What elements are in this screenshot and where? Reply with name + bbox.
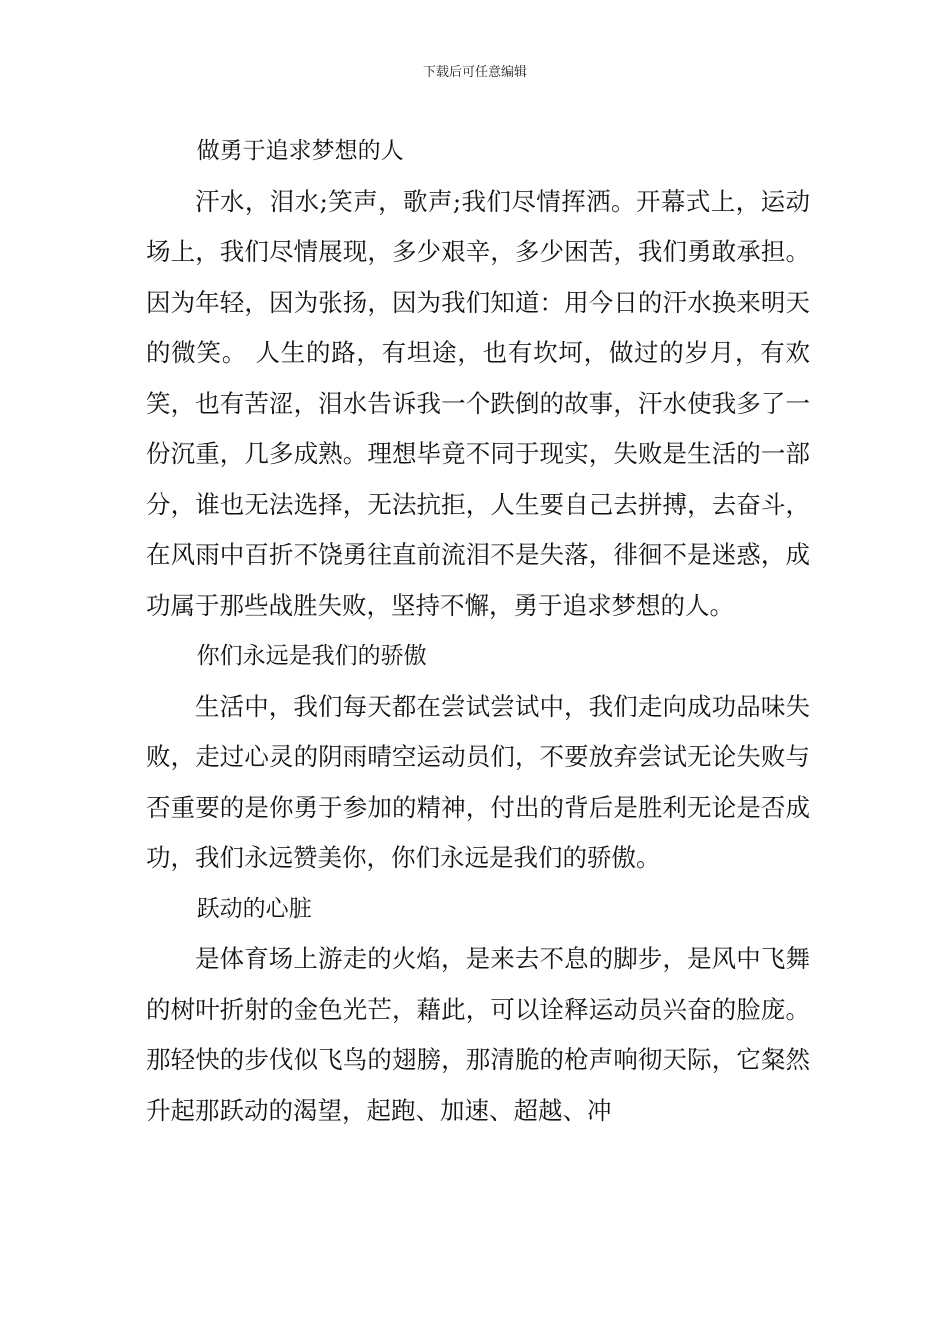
section-3	[146, 884, 810, 1137]
section-paragraph: 汗水，泪水;笑声，歌声;我们尽情挥洒。开幕式上，运动场上，我们尽情展现，多少艰辛，多少困苦，我们勇敢承担。因为年轻，因为张扬，因为我们知道：用今日的汗水换来明天的微笑。 人生的路，有坦途，也有坎坷，做过的岁月，有欢笑，也有苦涩，泪水告诉我一个跌倒的故事，汗水使我多了一份沉重，几多成熟。理想毕竟不同于现实，失败是生活的一部分，谁也无法选择，无法抗拒，人生要自己去拼搏，去奋斗，在风雨中百折不饶勇往直前流泪不是失落，徘徊不是迷惑，成功属于那些战胜失败，坚持不懈，勇于追求梦想的人。	[146, 186, 810, 620]
section-title: 做勇于追求梦想的人	[196, 138, 404, 164]
section-title: 跃动的心脏	[196, 895, 312, 922]
document-body	[146, 126, 810, 1136]
section-1	[146, 126, 810, 631]
section-2	[146, 631, 810, 884]
section-paragraph: 生活中，我们每天都在尝试尝试中，我们走向成功品味失败，走过心灵的阴雨晴空运动员们，不要放弃尝试无论失败与否重要的是你勇于参加的精神，付出的背后是胜利无论是否成功，我们永远赞美你，你们永远是我们的骄傲。	[146, 691, 810, 872]
section-paragraph: 是体育场上游走的火焰，是来去不息的脚步，是风中飞舞的树叶折射的金色光芒，藉此，可以诠释运动员兴奋的脸庞。那轻快的步伐似飞鸟的翅膀，那清脆的枪声响彻天际，它粲然升起那跃动的渴望，起跑、加速、超越、冲	[146, 944, 810, 1125]
section-title: 你们永远是我们的骄傲	[196, 643, 427, 669]
page-header: 下载后可任意编辑	[422, 65, 527, 80]
